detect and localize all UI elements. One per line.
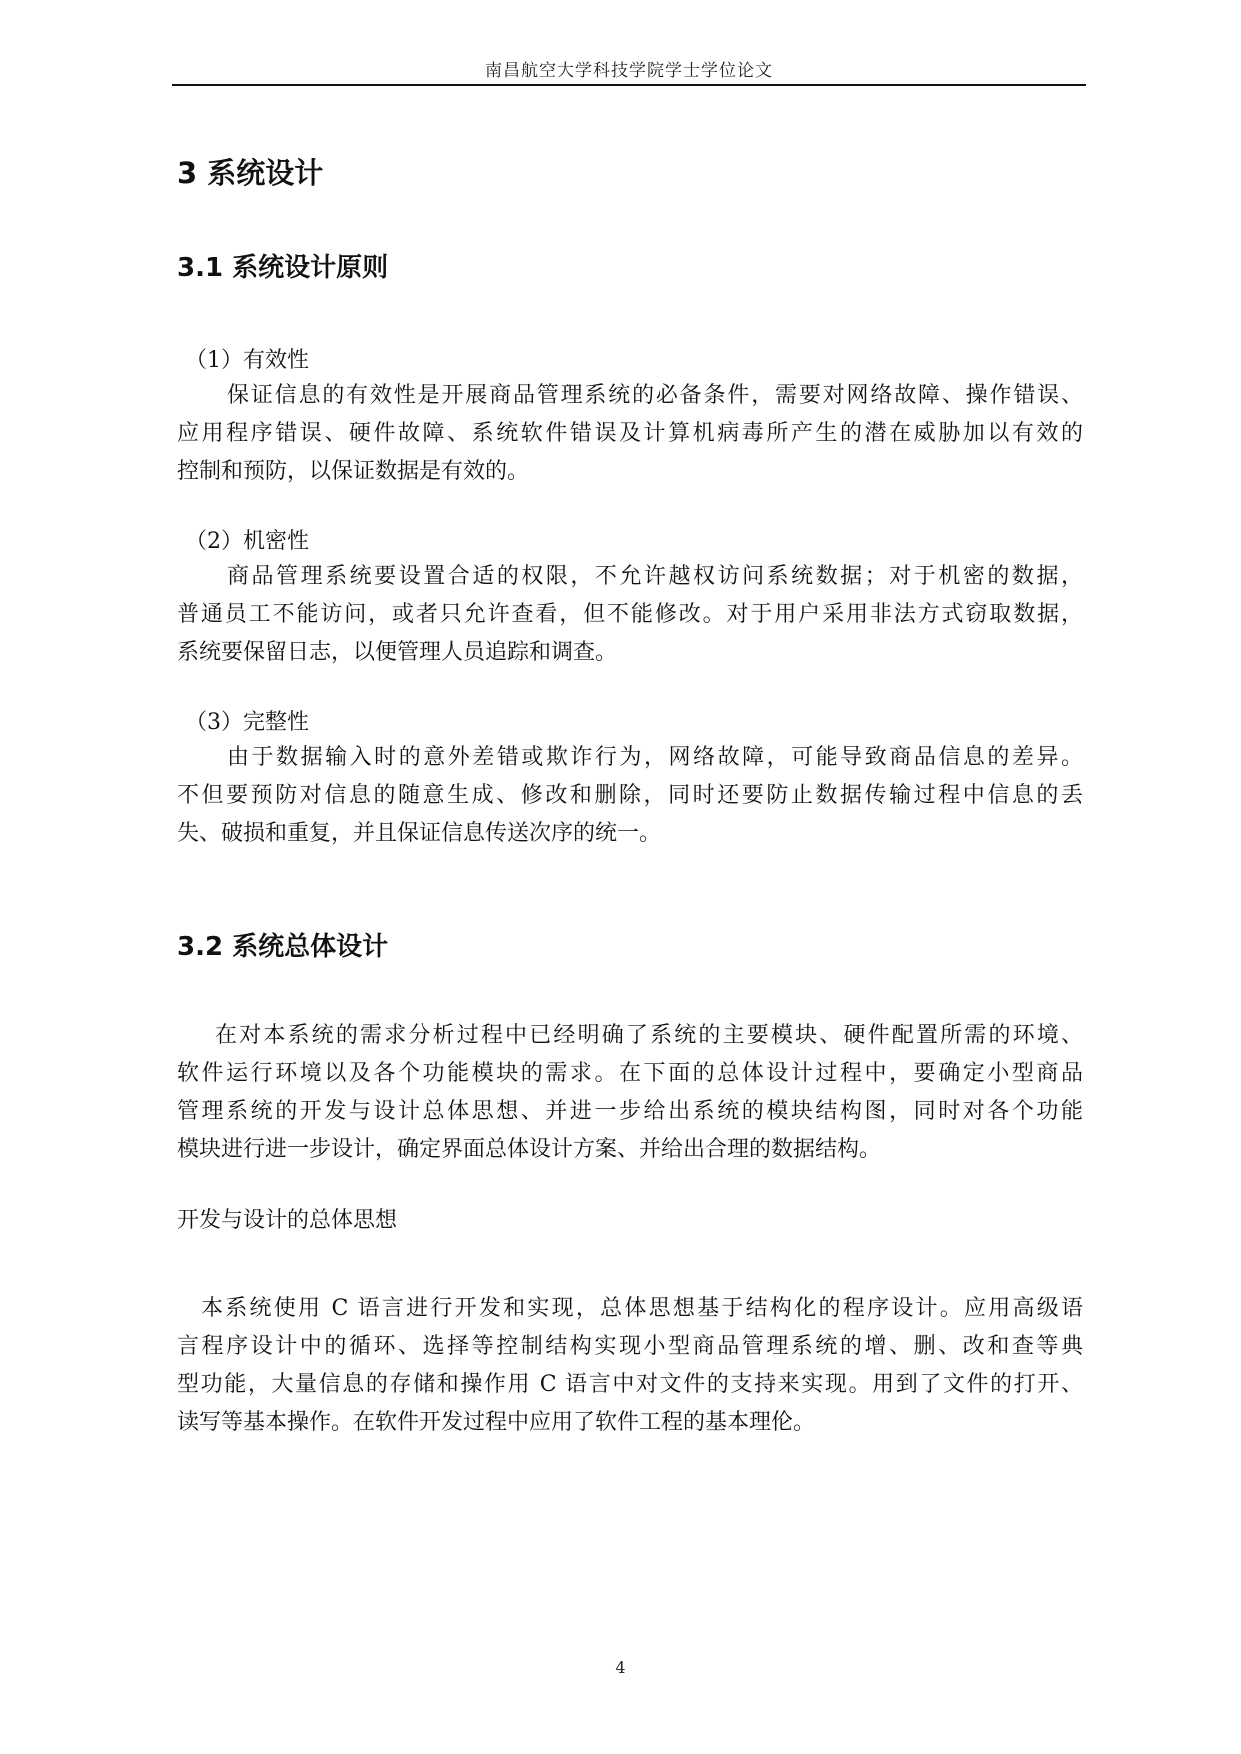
paragraph-line: 模块进行进一步设计，确定界面总体设计方案、并给出合理的数据结构。 — [177, 1137, 882, 1162]
paragraph-line: 型功能，大量信息的存储和操作用 C 语言中对文件的支持来实现。用到了文件的打开、 — [177, 1372, 1083, 1397]
paragraph-line: 商品管理系统要设置合适的权限，不允许越权访问系统数据；对于机密的数据， — [227, 564, 1083, 589]
paragraph-line: 本系统使用 C 语言进行开发和实现，总体思想基于结构化的程序设计。应用高级语 — [201, 1296, 1083, 1321]
paragraph-development-idea — [177, 1290, 1083, 1442]
paragraph-line: 应用程序错误、硬件故障、系统软件错误及计算机病毒所产生的潜在威胁加以有效的 — [177, 421, 1083, 446]
page-number: 4 — [615, 1658, 626, 1677]
paragraph-line: 失、破损和重复，并且保证信息传送次序的统一。 — [177, 821, 662, 846]
paragraph-confidentiality — [177, 558, 1083, 672]
subheading-development-idea: 开发与设计的总体思想 — [177, 1208, 398, 1233]
paragraph-line: 读写等基本操作。在软件开发过程中应用了软件工程的基本理伦。 — [177, 1410, 816, 1435]
paragraph-line: 言程序设计中的循环、选择等控制结构实现小型商品管理系统的增、删、改和查等典 — [177, 1334, 1083, 1359]
section-title-3-2: 3.2 系统总体设计 — [177, 932, 389, 962]
paragraph-line: 不但要预防对信息的随意生成、修改和删除，同时还要防止数据传输过程中信息的丢 — [177, 783, 1083, 808]
paragraph-line: 系统要保留日志，以便管理人员追踪和调查。 — [177, 640, 618, 665]
paragraph-line: 控制和预防，以保证数据是有效的。 — [177, 459, 530, 484]
paragraph-validity — [177, 377, 1083, 491]
item-label-confidentiality: （2）机密性 — [185, 529, 309, 554]
paragraph-line: 软件运行环境以及各个功能模块的需求。在下面的总体设计过程中，要确定小型商品 — [177, 1061, 1083, 1086]
paragraph-overall-design-intro — [177, 1017, 1083, 1169]
header-divider — [172, 84, 1086, 86]
paragraph-line: 管理系统的开发与设计总体思想、并进一步给出系统的模块结构图，同时对各个功能 — [177, 1099, 1083, 1124]
paragraph-line: 在对本系统的需求分析过程中已经明确了系统的主要模块、硬件配置所需的环境、 — [215, 1023, 1083, 1048]
section-title-3-1: 3.1 系统设计原则 — [177, 253, 389, 283]
paragraph-line: 保证信息的有效性是开展商品管理系统的必备条件，需要对网络故障、操作错误、 — [227, 383, 1083, 408]
paragraph-integrity — [177, 739, 1083, 853]
chapter-title: 3 系统设计 — [177, 156, 324, 190]
paragraph-line: 由于数据输入时的意外差错或欺诈行为，网络故障，可能导致商品信息的差异。 — [227, 745, 1083, 770]
running-header: 南昌航空大学科技学院学士学位论文 — [485, 61, 773, 81]
item-label-integrity: （3）完整性 — [185, 710, 309, 735]
item-label-validity: （1）有效性 — [185, 348, 309, 373]
paragraph-line: 普通员工不能访问，或者只允许查看，但不能修改。对于用户采用非法方式窃取数据， — [177, 602, 1083, 627]
